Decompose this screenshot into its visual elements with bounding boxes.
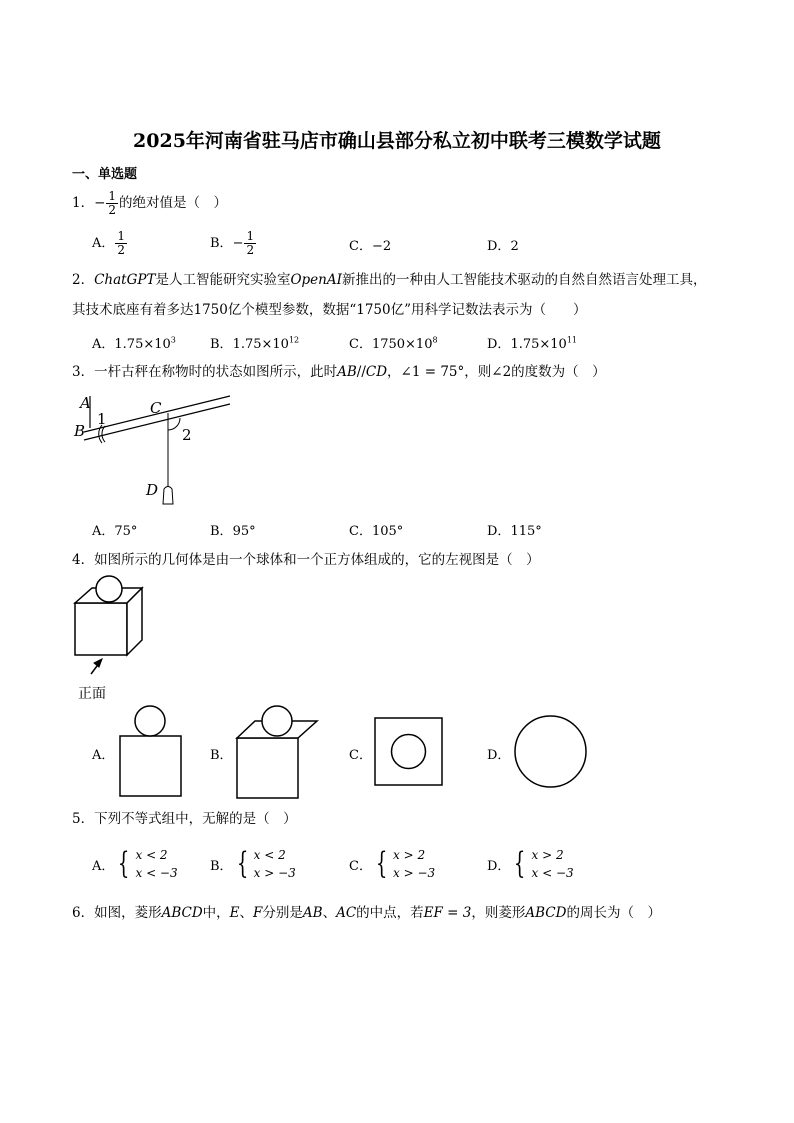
q1-option-b[interactable]: B．− $\frac{1}{2}$ [210,229,255,257]
q1-option-c[interactable]: C．−2 [349,239,392,254]
q5-option-a[interactable]: A． { x < 2 x < −3 [92,846,178,881]
q2-option-b[interactable]: B．$1.75\times 10^{12}$ [210,335,300,352]
question-5: 5．下列不等式组中，无解的是（ ） [72,811,297,827]
page-title: 2025年河南省驻马店市确山县部分私立初中联考三模数学试题 [133,130,661,152]
q2-option-a[interactable]: A．$1.75\times 10^3$ [92,335,176,352]
q4-option-c-figure[interactable] [373,716,445,788]
front-label: 正面 [78,686,106,702]
solid-figure [72,574,152,679]
q2-option-d[interactable]: D．$1.75\times 10^{11}$ [487,335,578,352]
q1-option-d[interactable]: D．2 [487,239,519,254]
question-text: 的绝对值是（ ） [119,195,228,211]
q1-option-a[interactable]: A． $\frac{1}{2}$ [92,229,126,257]
q4-option-d-label[interactable]: D． [487,748,511,763]
question-2-line-1: 2．ChatGPT是人工智能研究实验室OpenAI新推出的一种由人工智能技术驱动的自然自然语言处理工具， [72,272,707,288]
fraction: $\frac{1}{2}$ [108,189,117,217]
question-1 [72,190,227,217]
section-heading: 一、单选题 [72,167,138,182]
question-3: 3．一杆古秤在称物时的状态如图所示，此时AB//CD，∠1 = 75°，则∠2的度数为（ ） [72,364,606,380]
label-A: A [80,394,91,412]
label-angle-1: 1 [97,410,107,428]
q4-option-d-figure[interactable] [513,714,589,790]
label-angle-2: 2 [182,426,192,444]
label-C: C [150,399,162,417]
q3-option-a[interactable]: A．75° [92,524,138,539]
q4-option-b-label[interactable]: B． [210,748,233,763]
q3-option-c[interactable]: C．105° [349,524,404,539]
q5-option-d[interactable]: D． { x > 2 x < −3 [487,846,574,881]
q5-option-c[interactable]: C． { x > 2 x > −3 [349,846,436,881]
q5-option-b[interactable]: B． { x < 2 x > −3 [210,846,296,881]
q3-option-b[interactable]: B．95° [210,524,256,539]
question-2-line-2: 其技术底座有着多达1750亿个模型参数，数据“1750亿”用科学记数法表示为（ ） [72,302,587,318]
q4-option-b-figure[interactable] [235,704,321,800]
label-B: B [74,422,86,440]
q3-option-d[interactable]: D．115° [487,524,542,539]
label-D: D [146,481,159,499]
question-number: 1． [72,195,95,211]
neg-sign: − [94,195,106,211]
steelyard-figure [72,388,242,513]
q4-option-c-label[interactable]: C． [349,748,372,763]
q2-option-c[interactable]: C．$1750\times 10^8$ [349,335,438,352]
question-4: 4．如图所示的几何体是由一个球体和一个正方体组成的，它的左视图是（ ） [72,552,540,568]
q4-option-a-label[interactable]: A． [92,748,115,763]
question-6: 6．如图，菱形ABCD中，E、F分别是AB、AC的中点，若EF = 3，则菱形ABCD的周长为（ ） [72,905,661,921]
q4-option-a-figure[interactable] [118,704,184,798]
